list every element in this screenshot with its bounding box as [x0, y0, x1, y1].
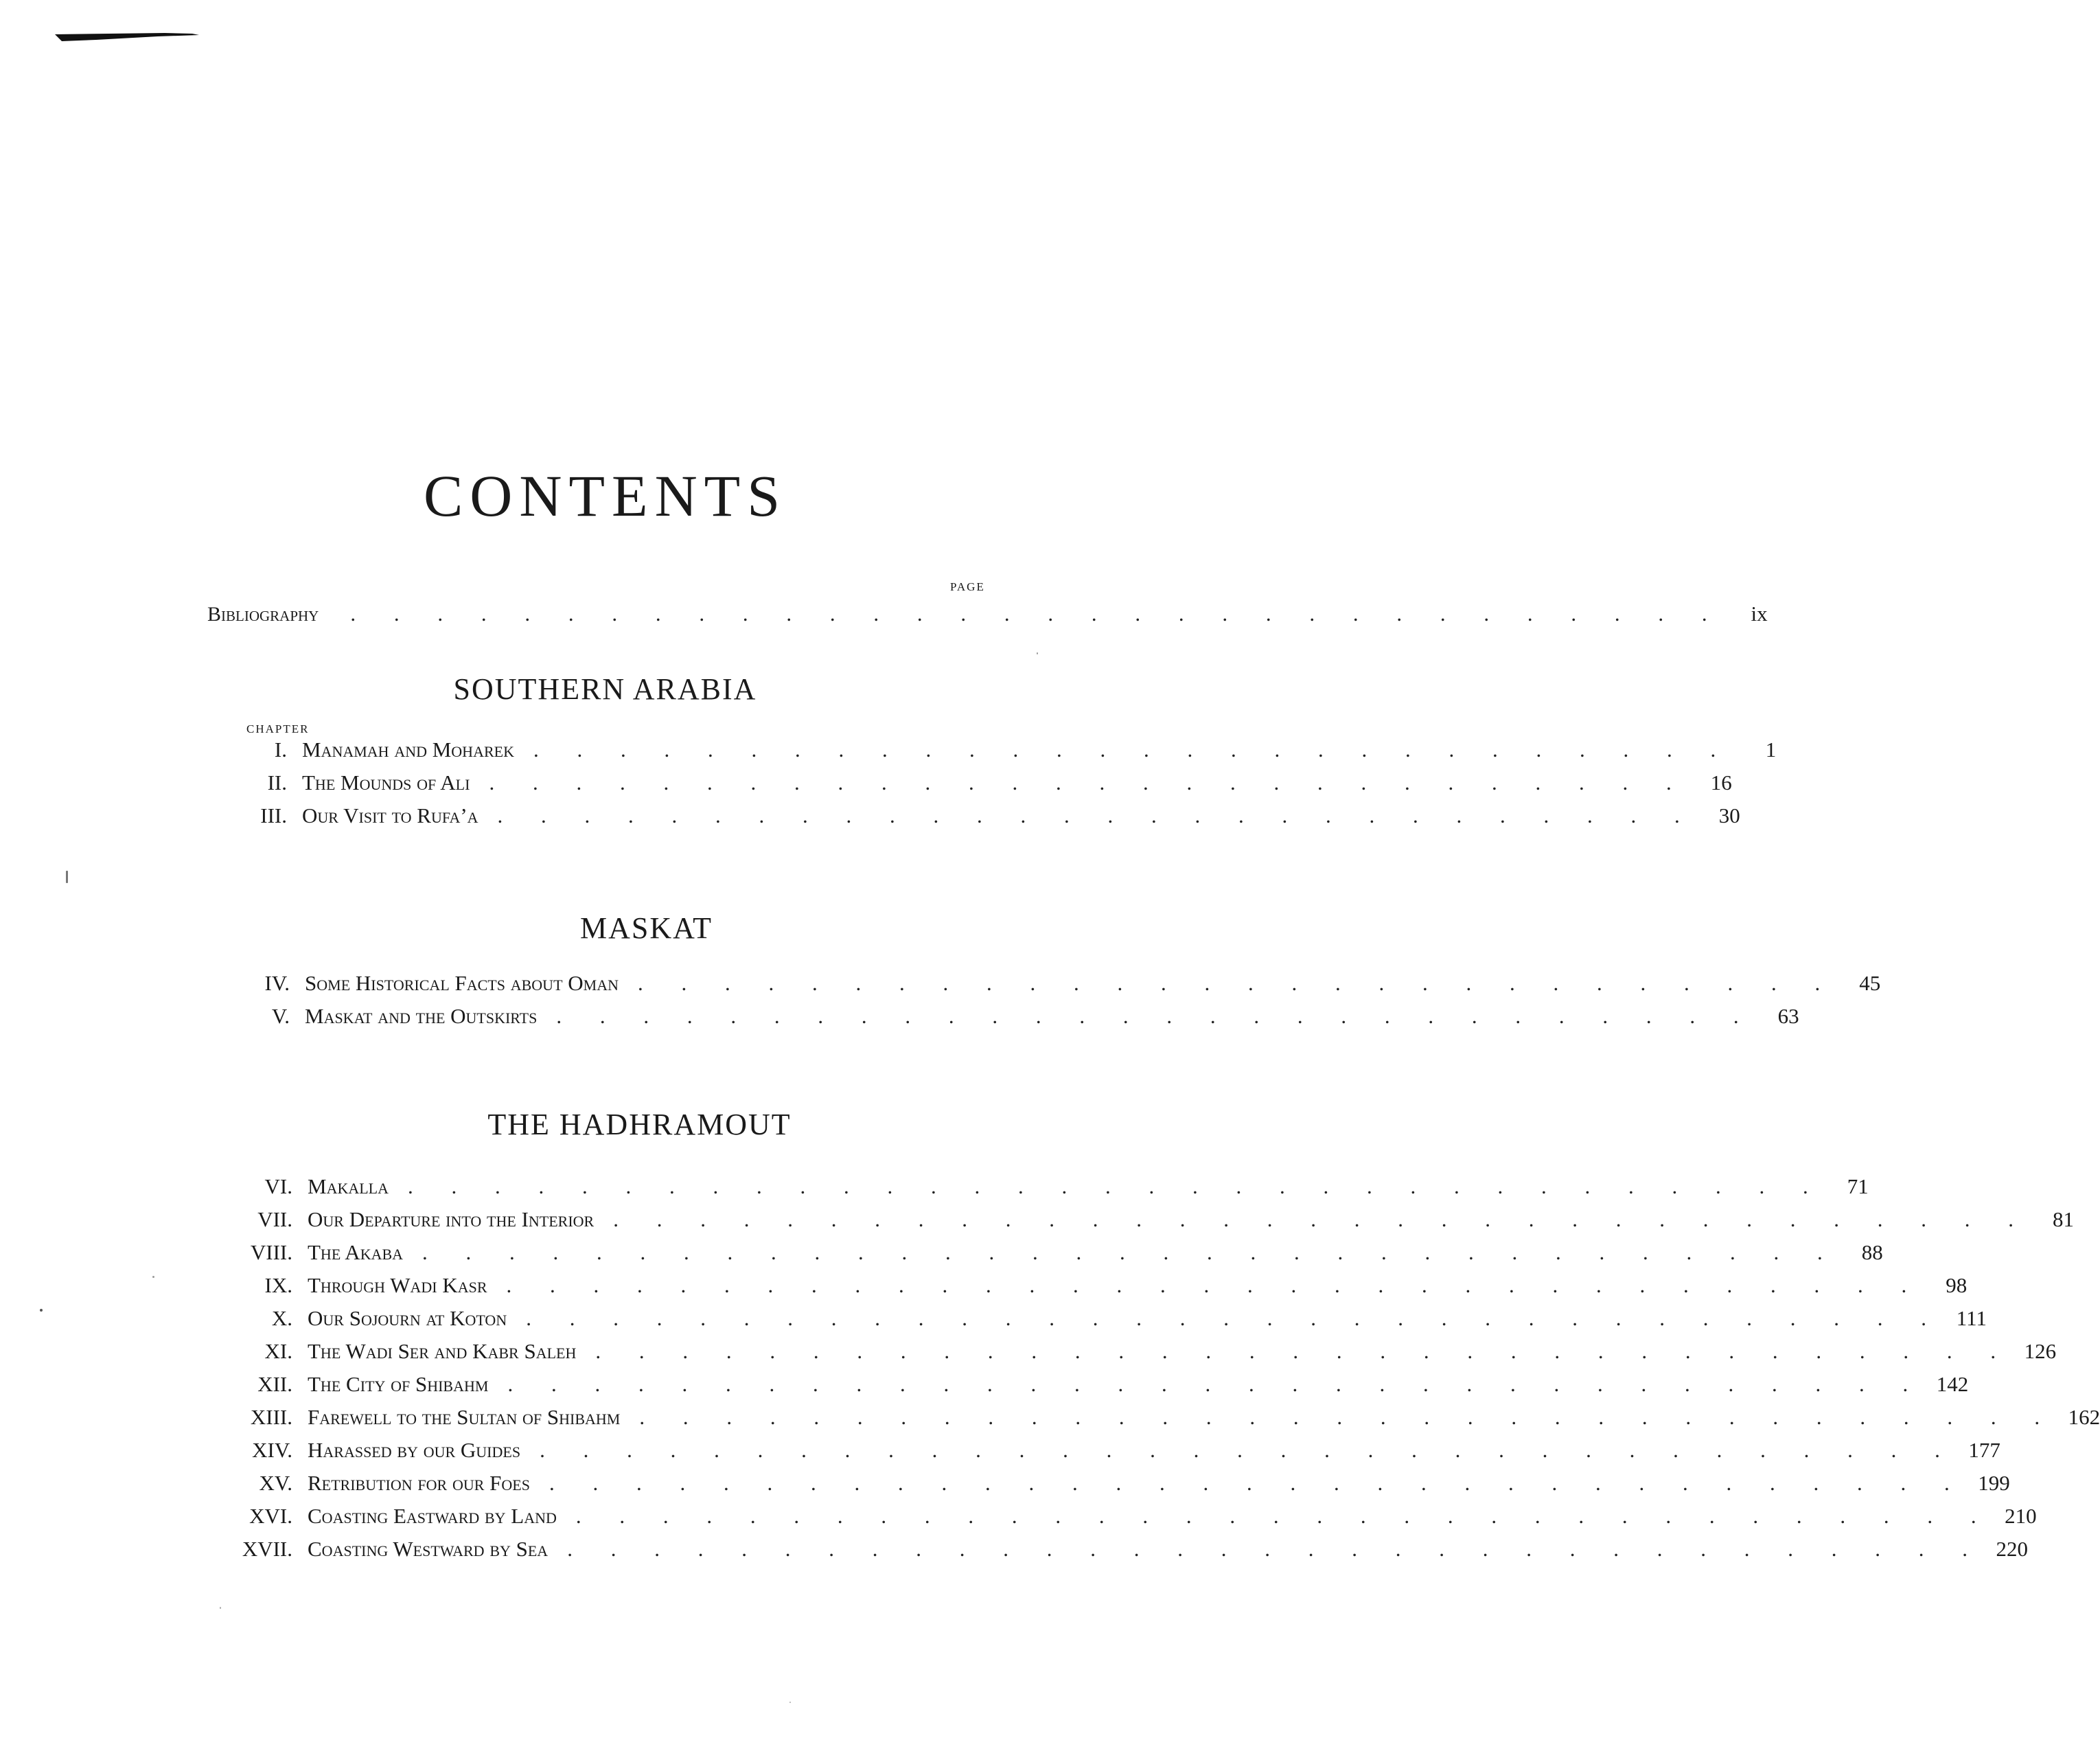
toc-entry: [207, 770, 1732, 803]
dot-leader: . . . . . . . . . . . . . . . . . . . . . . . . . . . . . . . . .: [506, 1273, 1924, 1297]
scan-ink-smudge: [55, 32, 206, 43]
toc-entry: [207, 1174, 1869, 1207]
toc-entry-label: Some Historical Facts about Oman: [305, 971, 619, 995]
toc-entry-label: Our Sojourn at Koton: [308, 1306, 507, 1330]
toc-entry: [207, 1405, 2100, 1438]
toc-entry-page: 16: [1710, 770, 1732, 795]
dot-leader: . . . . . . . . . . . . . . . . . . . . . . . . . . . . . . . . .: [408, 1174, 1825, 1198]
paper-speck: [1037, 652, 1038, 654]
dot-leader: . . . . . . . . . . . . . . . . . . . . . . . . . . . .: [556, 1004, 1755, 1028]
page-column-header: PAGE: [950, 580, 985, 593]
toc-entry: [207, 1273, 1968, 1306]
toc-entry-page: 45: [1859, 971, 1881, 995]
section-heading: THE HADHRAMOUT: [487, 1108, 792, 1141]
chapter-number: II.: [267, 770, 287, 795]
toc-entry-page: 162: [2068, 1405, 2100, 1429]
chapter-number: XVII.: [242, 1537, 292, 1561]
toc-entry-label: Maskat and the Outskirts: [305, 1004, 538, 1028]
toc-entry: [207, 1471, 2010, 1504]
paper-speck: [40, 1309, 43, 1312]
dot-leader: . . . . . . . . . . . . . . . . . . . . . . . . . . . .: [637, 971, 1837, 995]
toc-entry: [207, 1207, 2074, 1240]
dot-leader: . . . . . . . . . . . . . . . . . . . . . . . . . . . . . . . . .: [575, 1504, 1993, 1528]
chapter-number: VII.: [257, 1207, 292, 1231]
chapter-number: V.: [271, 1004, 290, 1028]
toc-entry: [207, 1537, 2028, 1570]
dot-leader: . . . . . . . . . . . . . . . . . . . . . . . . . . . . . . . . .: [595, 1339, 2013, 1363]
toc-entry: [207, 1306, 1987, 1339]
toc-entry: [207, 971, 1881, 1004]
chapter-number: XV.: [259, 1471, 292, 1495]
chapter-number: VI.: [264, 1174, 292, 1198]
toc-entry-page: 63: [1777, 1004, 1799, 1028]
dot-leader: . . . . . . . . . . . . . . . . . . . . . . . . . . . . . . . . .: [507, 1372, 1925, 1396]
toc-entry: [207, 1240, 1883, 1273]
paper-speck: [789, 1702, 791, 1703]
dot-leader: . . . . . . . . . . . . . . . . . . . . . . . . . . . . . . . . .: [422, 1240, 1839, 1264]
toc-entry-bibliography: [207, 602, 1768, 635]
paper-speck: [66, 871, 68, 883]
toc-entry-label: Harassed by our Guides: [308, 1438, 521, 1462]
chapter-column-header: CHAPTER: [246, 722, 310, 735]
toc-entry: [207, 1504, 2037, 1537]
toc-entry-label: The Mounds of Ali: [302, 770, 470, 795]
paper-speck: [152, 1276, 154, 1278]
toc-entry-page: 111: [1956, 1306, 1987, 1330]
toc-entry-label: Our Visit to Rufa’a: [302, 803, 478, 827]
dot-leader: . . . . . . . . . . . . . . . . . . . . . . . . . . . . . . . . .: [540, 1438, 1957, 1462]
chapter-number: IV.: [264, 971, 290, 995]
toc-entry-label: Manamah and Moharek: [302, 738, 514, 762]
toc-entry-page: 142: [1936, 1372, 1969, 1396]
toc-entry-label: Coasting Eastward by Land: [308, 1504, 557, 1528]
toc-entry: [207, 803, 1740, 836]
dot-leader: . . . . . . . . . . . . . . . . . . . . . . . . . . . . . . . .: [350, 602, 1724, 626]
dot-leader: . . . . . . . . . . . . . . . . . . . . . . . . . . . . . . . . .: [526, 1306, 1943, 1330]
chapter-number: XI.: [264, 1339, 292, 1363]
toc-entry-page: ix: [1751, 602, 1768, 626]
toc-entry-page: 177: [1968, 1438, 2000, 1462]
toc-entry-page: 210: [2005, 1504, 2037, 1528]
toc-entry-label: The Akaba: [308, 1240, 404, 1264]
toc-entry-page: 88: [1861, 1240, 1883, 1264]
chapter-number: XVI.: [249, 1504, 292, 1528]
section-heading: MASKAT: [580, 911, 713, 945]
dot-leader: . . . . . . . . . . . . . . . . . . . . . . . . . . . . . . . . .: [613, 1207, 2030, 1231]
dot-leader: . . . . . . . . . . . . . . . . . . . . . . . . . . . . . . . . .: [567, 1537, 1984, 1561]
toc-entry-page: 30: [1718, 803, 1740, 827]
toc-entry-page: 220: [1996, 1537, 2028, 1561]
toc-entry-label: Coasting Westward by Sea: [308, 1537, 549, 1561]
toc-entry-page: 98: [1946, 1273, 1968, 1297]
toc-entry-label: The Wadi Ser and Kabr Saleh: [308, 1339, 577, 1363]
toc-entry: [207, 1372, 1969, 1405]
toc-entry-page: 81: [2052, 1207, 2074, 1231]
toc-entry-page: 199: [1978, 1471, 2010, 1495]
dot-leader: . . . . . . . . . . . . . . . . . . . . . . . . . . . . . . . . .: [549, 1471, 1966, 1495]
toc-entry-label: The City of Shibahm: [308, 1372, 489, 1396]
toc-entry-page: 1: [1765, 738, 1777, 762]
toc-entry: [207, 1438, 2000, 1471]
paper-speck: [220, 1607, 221, 1609]
toc-entry-label: Through Wadi Kasr: [308, 1273, 487, 1297]
chapter-number: VIII.: [250, 1240, 292, 1264]
page-title: CONTENTS: [423, 463, 787, 529]
toc-entry-label: Retribution for our Foes: [308, 1471, 530, 1495]
dot-leader: . . . . . . . . . . . . . . . . . . . . . . . . . . . .: [497, 803, 1696, 827]
toc-entry-label: Our Departure into the Interior: [308, 1207, 595, 1231]
toc-entry-page: 126: [2024, 1339, 2057, 1363]
toc-entry: [207, 1004, 1799, 1037]
chapter-number: X.: [271, 1306, 292, 1330]
section-heading: SOUTHERN ARABIA: [453, 672, 757, 706]
toc-entry: [207, 738, 1777, 770]
chapter-number: IX.: [264, 1273, 292, 1297]
chapter-number: XIII.: [250, 1405, 292, 1429]
chapter-number: XII.: [257, 1372, 292, 1396]
toc-entry-label: Farewell to the Sultan of Shibahm: [308, 1405, 621, 1429]
toc-entry: [207, 1339, 2057, 1372]
toc-entry-page: 71: [1847, 1174, 1869, 1198]
chapter-number: XIV.: [252, 1438, 292, 1462]
dot-leader: . . . . . . . . . . . . . . . . . . . . . . . . . . . .: [533, 738, 1733, 762]
toc-entry-label: Bibliography: [207, 603, 319, 626]
toc-entry-label: Makalla: [308, 1174, 389, 1198]
chapter-number: I.: [274, 738, 287, 762]
chapter-number: III.: [260, 803, 287, 827]
dot-leader: . . . . . . . . . . . . . . . . . . . . . . . . . . . .: [489, 770, 1688, 795]
dot-leader: . . . . . . . . . . . . . . . . . . . . . . . . . . . . . . . . .: [639, 1405, 2057, 1429]
